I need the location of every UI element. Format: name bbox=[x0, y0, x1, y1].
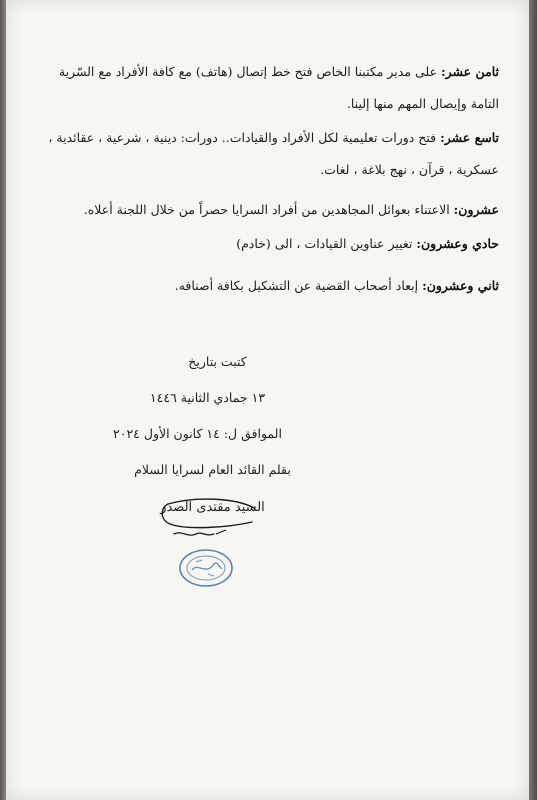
commander-title: بقلم القائد العام لسرايا السلام bbox=[134, 462, 291, 477]
article-22 bbox=[29, 270, 499, 302]
handwritten-signature bbox=[156, 490, 266, 545]
document-page bbox=[6, 0, 529, 800]
written-on-label: كتبت بتاريخ bbox=[188, 354, 247, 369]
signer-name: السيد مقتدى الصدر bbox=[160, 500, 265, 515]
article-21-text: تغيير عناوين القيادات ، الى (خادم) bbox=[236, 236, 417, 251]
hijri-date: ١٣ جمادي الثانية ١٤٤٦ bbox=[149, 390, 266, 405]
official-seal-icon bbox=[178, 548, 234, 588]
article-22-text: إبعاد أصحاب القضية عن التشكيل بكافة أصنافه. bbox=[174, 278, 423, 293]
article-18-label: ثامن عشر: bbox=[441, 64, 499, 79]
article-20-text: الاعتناء بعوائل المجاهدين من أفراد السرايا حصراً من خلال اللجنة أعلاه. bbox=[83, 202, 454, 217]
article-20 bbox=[29, 194, 499, 226]
article-19-label: تاسع عشر: bbox=[440, 130, 499, 145]
article-18 bbox=[29, 56, 499, 120]
article-19 bbox=[29, 122, 499, 186]
article-20-label: عشرون: bbox=[453, 202, 499, 217]
gregorian-date: الموافق ل: ١٤ كانون الأول ٢٠٢٤ bbox=[113, 426, 282, 441]
article-19-text: فتح دورات تعليمية لكل الأفراد والقيادات.. دورات: دينية ، شرعية ، عقائدية ، عسكرية ، قرآن ، نهج بلاغة ، لغات. bbox=[48, 130, 499, 177]
page-right-edge bbox=[529, 0, 537, 800]
article-21 bbox=[29, 228, 499, 260]
article-18-text: على مدير مكتبنا الخاص فتح خط إتصال (هاتف) مع كافة الأفراد مع السّرية التامة وإيصال المهم منها إلينا. bbox=[58, 64, 499, 111]
article-22-label: ثاني وعشرون: bbox=[422, 278, 499, 293]
article-21-label: حادي وعشرون: bbox=[416, 236, 499, 251]
